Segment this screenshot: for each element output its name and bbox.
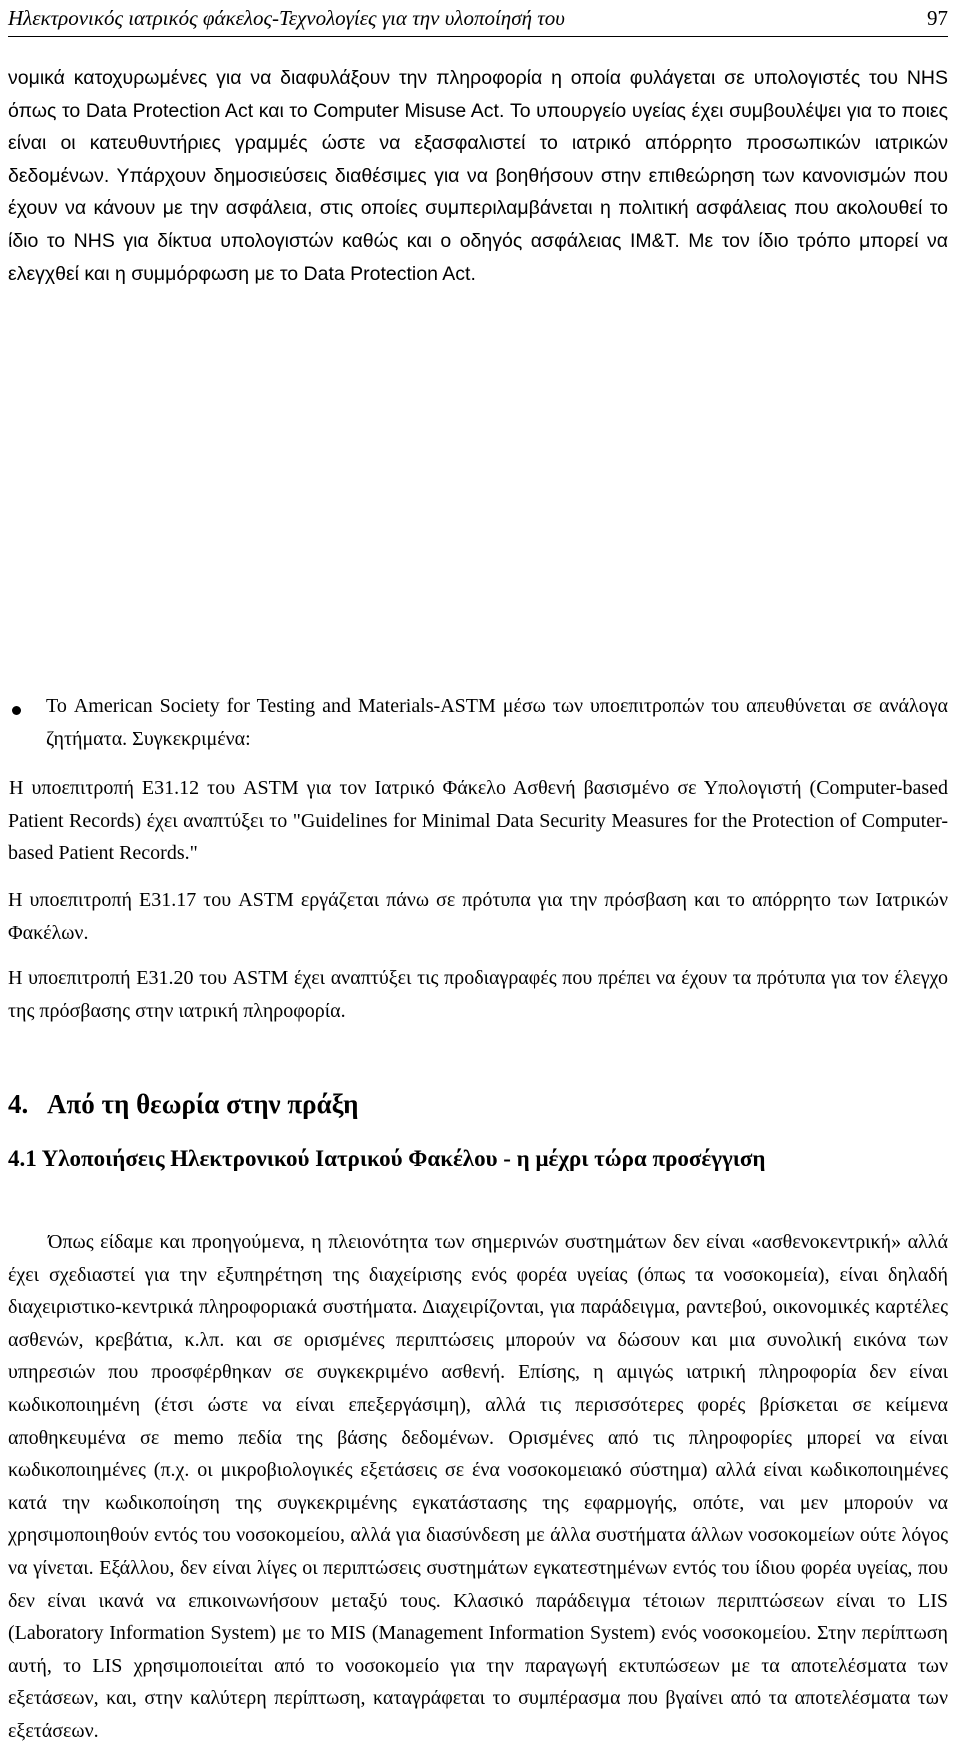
astm-bullet-text: Το American Society for Testing and Materials-ASTM μέσω των υποεπιτροπών του απευθύνεται σε ανάλογα ζητήματα. Συγκεκριμένα: (46, 695, 948, 750)
page-number: 97 (927, 6, 948, 30)
body-paragraph-1: Όπως είδαμε και προηγούμενα, η πλειονότητα των σημερινών συστημάτων δεν είναι «ασθενοκεντρική» αλλά έχει σχεδιαστεί για την εξυπηρέτηση της διαχείρισης ενός φορέα υγείας (όπως τα νοσοκομεία), είναι δηλαδή διαχειριστικο-κεντρικά πληροφοριακά συστήματα. Διαχειρίζονται, για παράδειγμα, ραντεβού, οικονομικές καρτέλες ασθενών, κρεβάτια, κ.λπ. και σε ορισμένες περιπτώσεις μπορούν να δώσουν και μια συνολική εικόνα των υπηρεσιών που προσφέρθηκαν σε συγκεκριμένο ασθενή. Επίσης, η αμιγώς ιατρική πληροφορία δεν είναι κωδικοποιημένη (έτσι ώστε να είναι επεξεργάσιμη), αλλά τις περισσότερες φορές βρίσκεται σε κείμενα αποθηκευμένα σε memo πεδία της βάσης δεδομένων. Ορισμένες από τις πληροφορίες μπορεί να είναι κωδικοποιημένες (π.χ. οι μικροβιολογικές εξετάσεις σε ένα νοσοκομειακό σύστημα) αλλά είναι κωδικοποιημένες κατά την κωδικοποίηση της συγκεκριμένης εγκατάστασης της εφαρμογής, οπότε, ναι μεν μπορούν να χρησιμοποιηθούν εντός του νοσοκομείου, αλλά για διασύνδεση με άλλα συστήματα άλλων νοσοκομείων ούτε λόγος να γίνεται. Εξάλλου, δεν είναι λίγες οι περιπτώσεις συστημάτων εγκατεστημένων εντός του ίδιου φορέα υγείας, που δεν είναι ικανά να επικοινωνήσουν μεταξύ τους. Κλασικό παράδειγμα τέτοιων περιπτώσεων είναι το LIS (Laboratory Information System) με το MIS (Management Information System) ενός νοσοκομείου. Στην περίπτωση αυτή, το LIS χρησιμοποιείται από το νοσοκομείο για την παραγωγή εκτυπώσεων με τα αποτελέσματα των εξετάσεων, και, στην καλύτερη περίπτωση, καταγράφεται το συμπέρασμα που βγαίνει από τα αποτελέσματα των εξετάσεων. (8, 1231, 948, 1742)
subcommittee-e3120: Η υποεπιτροπή Ε31.20 του ASTM έχει αναπτύξει τις προδιαγραφές που πρέπει να έχουν τα πρότυπα για τον έλεγχο της πρόσβασης στην ιατρική πληροφορία. (8, 967, 948, 1022)
intro-paragraph: νομικά κατοχυρωμένες για να διαφυλάξουν την πληροφορία η οποία φυλάγεται σε υπολογιστές του NHS όπως το Data Protection Act και το Computer Misuse Act. Το υπουργείο υγείας έχει συμβουλέψει για το ποιες είναι οι κατευθυντήριες γραμμές ώστε να εξασφαλιστεί το ιατρικό απόρρητο προσωπικών ιατρικών δεδομένων. Υπάρχουν δημοσιεύσεις διαθέσιμες για να βοηθήσουν στην επιθεώρηση των κανονισμών που έχουν να κάνουν με την ασφάλεια, στις οποίες συμπεριλαμβάνεται η πολιτική ασφάλειας που ακολουθεί το ίδιο το NHS για δίκτυα υπολογιστών καθώς και ο οδηγός ασφάλειας IM&T. Με τον ίδιο τρόπο μπορεί να ελεγχθεί και η συμμόρφωση με το Data Protection Act. (8, 67, 948, 285)
subsection-heading: 4.1 Υλοποιήσεις Ηλεκτρονικού Ιατρικού Φακέλου - η μέχρι τώρα προσέγγιση (8, 1146, 766, 1171)
subcommittee-e3117: Η υποεπιτροπή Ε31.17 του ASTM εργάζεται πάνω σε πρότυπα για την πρόσβαση και το απόρρητο των Ιατρικών Φακέλων. (8, 889, 948, 944)
bullet-icon (12, 706, 21, 715)
running-header (8, 2, 948, 37)
subcommittee-e3112: Η υποεπιτροπή Ε31.12 του ASTM για τον Ιατρικό Φάκελο Ασθενή βασισμένο σε Υπολογιστή (Computer-based Patient Records) έχει αναπτύξει το "Guidelines for Minimal Data Security Measures for the Protection of Computer-based Patient Records." (8, 777, 948, 865)
section-heading: 4. Από τη θεωρία στην πράξη (8, 1089, 359, 1119)
running-title: Ηλεκτρονικός ιατρικός φάκελος-Τεχνολογίες για την υλοποίησή του (8, 6, 565, 30)
